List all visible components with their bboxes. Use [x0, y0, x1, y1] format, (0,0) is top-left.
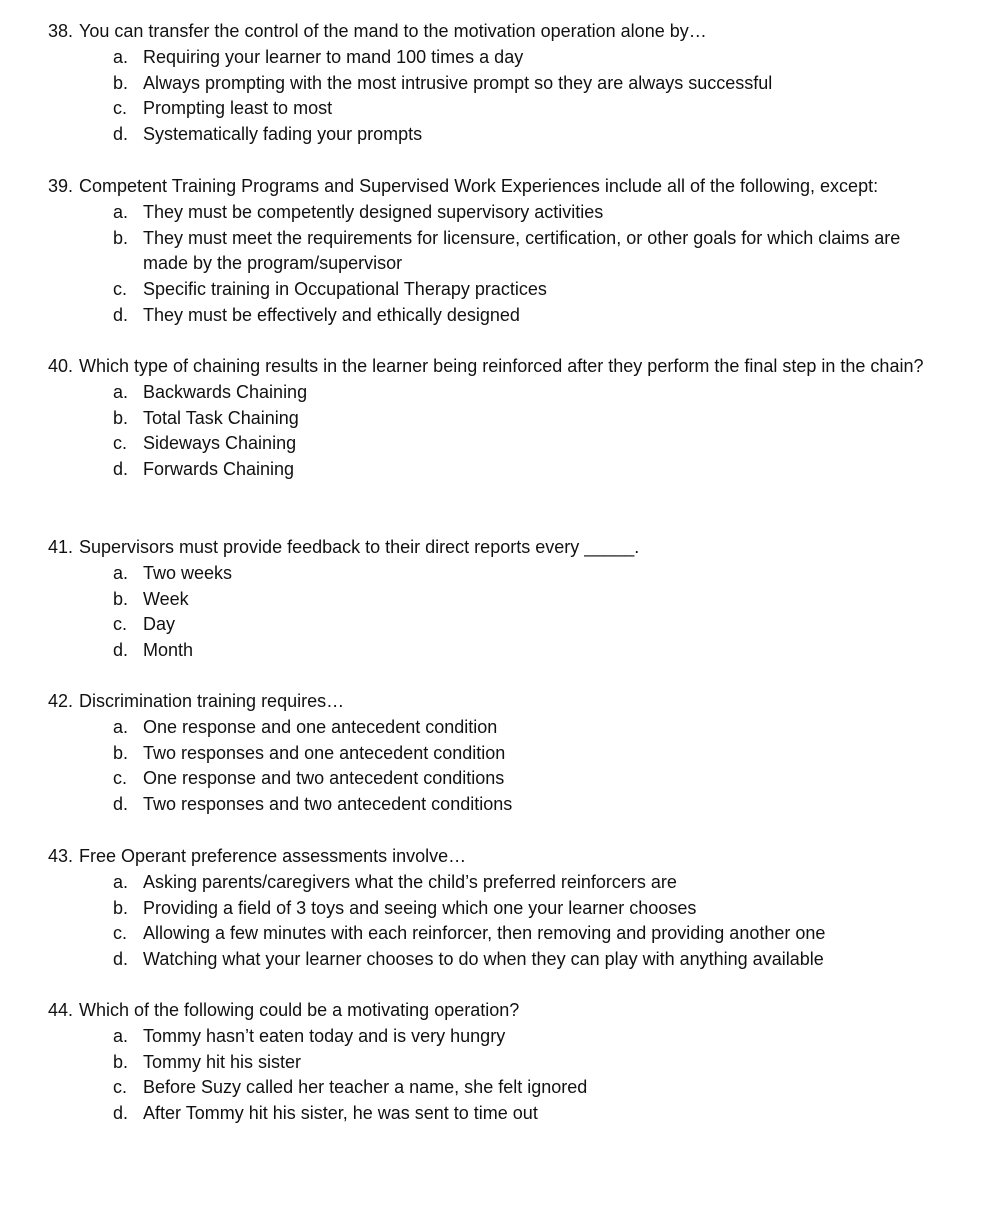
- option-letter: b.: [113, 588, 129, 609]
- option-letter: c.: [113, 923, 128, 944]
- option-text: Prompting least to most: [143, 98, 333, 119]
- option-letter: c.: [113, 279, 128, 300]
- option-letter: a.: [113, 562, 129, 583]
- question-number: 44.: [48, 1000, 74, 1020]
- option-letter: a.: [113, 871, 129, 892]
- option-text: Specific training in Occupational Therapy practices: [143, 279, 547, 300]
- option-c: [113, 96, 958, 122]
- option-letter: b.: [113, 407, 129, 428]
- option-letter: c.: [113, 1077, 128, 1098]
- option-a: [113, 715, 958, 741]
- question-40: [48, 354, 958, 483]
- question-stem: [48, 689, 958, 715]
- option-text: Providing a field of 3 toys and seeing which one your learner chooses: [143, 897, 697, 918]
- option-d: [113, 947, 958, 973]
- option-b: [113, 896, 958, 922]
- option-text: Month: [143, 640, 194, 661]
- question-number: 38.: [48, 21, 74, 41]
- question-number: 42.: [48, 691, 74, 711]
- question-text: Discrimination training requires…: [79, 691, 345, 711]
- option-text: One response and one antecedent condition: [143, 716, 498, 737]
- option-text: Always prompting with the most intrusive prompt so they are always successful: [143, 72, 773, 93]
- question-text: Which of the following could be a motivating operation?: [79, 1000, 520, 1020]
- option-letter: d.: [113, 1103, 129, 1124]
- option-a: [113, 380, 958, 406]
- option-c: [113, 431, 958, 457]
- answer-options: [48, 715, 958, 818]
- option-letter: d.: [113, 794, 129, 815]
- option-letter: c.: [113, 614, 128, 635]
- option-letter: b.: [113, 72, 129, 93]
- question-stem: [48, 354, 958, 380]
- option-c: [113, 766, 958, 792]
- option-text: Backwards Chaining: [143, 381, 308, 402]
- question-text: You can transfer the control of the mand to the motivation operation alone by…: [79, 21, 707, 41]
- question-41: [48, 535, 958, 664]
- option-a: [113, 870, 958, 896]
- answer-options: [48, 1024, 958, 1127]
- option-text: They must be effectively and ethically designed: [143, 304, 520, 325]
- question-number: 40.: [48, 356, 74, 376]
- option-a: [113, 561, 958, 587]
- option-letter: c.: [113, 433, 128, 454]
- option-c: [113, 921, 958, 947]
- option-text: Forwards Chaining: [143, 459, 295, 480]
- option-text: Systematically fading your prompts: [143, 124, 423, 145]
- option-letter: d.: [113, 304, 129, 325]
- option-text: After Tommy hit his sister, he was sent to time out: [143, 1103, 538, 1124]
- option-text: Two weeks: [143, 562, 233, 583]
- option-letter: d.: [113, 124, 129, 145]
- option-letter: c.: [113, 98, 128, 119]
- option-b: [113, 226, 958, 278]
- option-letter: a.: [113, 1025, 129, 1046]
- question-text: Free Operant preference assessments involve…: [79, 846, 467, 866]
- option-d: [113, 638, 958, 664]
- option-text: Total Task Chaining: [143, 407, 299, 428]
- answer-options: [48, 45, 958, 148]
- option-text: Sideways Chaining: [143, 433, 297, 454]
- question-text: Competent Training Programs and Supervised Work Experiences include all of the following, except:: [79, 176, 879, 196]
- option-b: [113, 406, 958, 432]
- answer-options: [48, 380, 958, 483]
- answer-options: [48, 870, 958, 973]
- option-text: One response and two antecedent conditions: [143, 768, 505, 789]
- option-text: They must meet the requirements for licensure, certification, or other goals for which claims are made by the program/supervisor: [143, 227, 901, 274]
- question-44: [48, 998, 958, 1127]
- answer-options: [48, 200, 958, 329]
- option-text: Tommy hasn’t eaten today and is very hungry: [143, 1025, 506, 1046]
- option-a: [113, 1024, 958, 1050]
- option-letter: d.: [113, 459, 129, 480]
- question-stem: [48, 174, 958, 200]
- option-letter: b.: [113, 227, 129, 248]
- option-letter: a.: [113, 46, 129, 67]
- option-text: Two responses and one antecedent condition: [143, 742, 506, 763]
- option-a: [113, 45, 958, 71]
- option-letter: b.: [113, 1051, 129, 1072]
- question-stem: [48, 535, 958, 561]
- question-text: Supervisors must provide feedback to their direct reports every _____.: [79, 537, 640, 557]
- option-b: [113, 741, 958, 767]
- option-b: [113, 71, 958, 97]
- option-letter: b.: [113, 897, 129, 918]
- question-stem: [48, 998, 958, 1024]
- option-d: [113, 457, 958, 483]
- question-38: [48, 19, 958, 148]
- question-39: [48, 174, 958, 329]
- option-letter: a.: [113, 201, 129, 222]
- option-text: Week: [143, 588, 189, 609]
- question-text: Which type of chaining results in the learner being reinforced after they perform the final step in the chain?: [79, 356, 924, 376]
- option-d: [113, 303, 958, 329]
- option-letter: d.: [113, 640, 129, 661]
- option-text: Asking parents/caregivers what the child’s preferred reinforcers are: [143, 871, 677, 892]
- question-stem: [48, 844, 958, 870]
- option-b: [113, 587, 958, 613]
- option-text: Two responses and two antecedent conditions: [143, 794, 513, 815]
- option-text: Before Suzy called her teacher a name, she felt ignored: [143, 1077, 588, 1098]
- option-text: Tommy hit his sister: [143, 1051, 302, 1072]
- option-text: Requiring your learner to mand 100 times a day: [143, 46, 524, 67]
- option-c: [113, 277, 958, 303]
- option-text: Watching what your learner chooses to do when they can play with anything available: [143, 949, 824, 970]
- option-d: [113, 1101, 958, 1127]
- option-letter: d.: [113, 949, 129, 970]
- question-number: 41.: [48, 537, 74, 557]
- option-c: [113, 612, 958, 638]
- option-b: [113, 1050, 958, 1076]
- option-letter: a.: [113, 716, 129, 737]
- option-text: Day: [143, 614, 176, 635]
- option-letter: c.: [113, 768, 128, 789]
- question-43: [48, 844, 958, 973]
- question-number: 39.: [48, 176, 74, 196]
- option-a: [113, 200, 958, 226]
- question-number: 43.: [48, 846, 74, 866]
- answer-options: [48, 561, 958, 664]
- question-stem: [48, 19, 958, 45]
- option-text: Allowing a few minutes with each reinforcer, then removing and providing another one: [143, 923, 826, 944]
- option-text: They must be competently designed supervisory activities: [143, 201, 604, 222]
- option-d: [113, 792, 958, 818]
- option-letter: b.: [113, 742, 129, 763]
- option-letter: a.: [113, 381, 129, 402]
- option-d: [113, 122, 958, 148]
- option-c: [113, 1075, 958, 1101]
- question-42: [48, 689, 958, 818]
